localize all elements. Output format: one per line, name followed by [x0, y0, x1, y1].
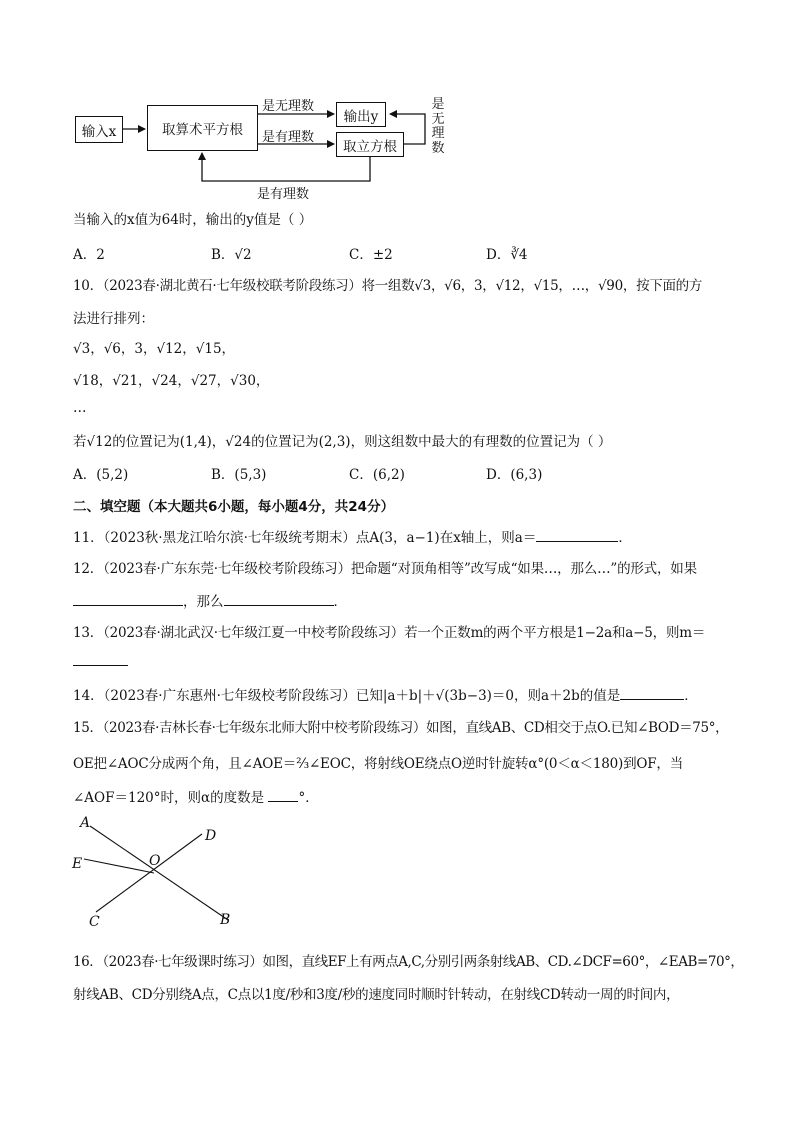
q12-if-blank[interactable]: [73, 592, 183, 606]
q16-line2: 射线AB、CD分别绕A点，C点以1度/秒和3度/秒的速度同时顺时针转动，在射线CD转动一周的时间内，: [73, 987, 680, 1003]
q10-row1: √3，√6，3，√12，√15，: [73, 341, 236, 357]
q9-option-a: A．2: [73, 247, 105, 263]
q12-then-blank[interactable]: [224, 592, 334, 606]
q13-line1: 13．（2023春·湖北武汉·七年级江夏一中校考阶段练习）若一个正数m的两个平方根是1−2a和a−5，则m＝: [73, 625, 706, 641]
q16-line1: 16．（2023春·七年级课时练习）如图，直线EF上有两点A,C,分别引两条射线AB、CD.∠DCF=60°，∠EAB=70°，: [73, 954, 744, 970]
q15-answer-blank[interactable]: [268, 788, 298, 802]
q15-line1: 15．（2023春·吉林长春·七年级东北师大附中校考阶段练习）如图，直线AB、CD相交于点O.已知∠BOD＝75°，: [73, 720, 729, 736]
flow-output-label: 输出y: [343, 108, 379, 125]
flow-rational-label: 是有理数: [262, 130, 315, 145]
flowchart-connectors: [0, 0, 794, 200]
flow-irrational-label: 是无理数: [262, 99, 315, 114]
q10-option-b: B．(5,3): [211, 467, 267, 483]
point-label-c: C: [89, 914, 100, 930]
q15-post: °．: [298, 790, 319, 806]
q10-option-c: C．(6,2): [349, 467, 405, 483]
q13-answer-blank[interactable]: [73, 652, 128, 666]
point-label-o: O: [149, 853, 161, 869]
q15-line2: OE把∠AOC分成两个角，且∠AOE＝⅔∠EOC，将射线OE绕点O逆时针旋转α°(0＜α＜180)到OF，当: [73, 756, 684, 772]
q10-line3: 若√12的位置记为(1,4)，√24的位置记为(2,3)，则这组数中最大的有理数的位置记为（ ）: [73, 434, 612, 450]
q10-line2: 法进行排列：: [73, 311, 154, 327]
q10-row2: √18，√21，√24，√27，√30，: [73, 373, 270, 389]
q12-post: ．: [333, 594, 347, 610]
flow-input-label: 输入x: [81, 123, 117, 140]
q9-text: 当输入的x值为64时，输出的y值是（ ）: [73, 212, 313, 228]
q15-figure: [70, 812, 250, 932]
point-label-d: D: [205, 828, 217, 844]
q9-option-b: B．√2: [211, 247, 252, 263]
flow-right-loop-char: 无: [431, 111, 445, 127]
flow-input-box: [75, 116, 123, 143]
point-label-a: A: [80, 815, 91, 831]
flow-process-box: [147, 105, 258, 151]
q10-line1: 10．（2023春·湖北黄石·七年级校联考阶段练习）将一组数√3，√6，3，√12，√15，…，√90，按下面的方: [73, 278, 703, 294]
q11-post: ．: [618, 530, 632, 546]
flow-loop-back-label: 是有理数: [257, 187, 310, 202]
q14-post: ．: [684, 688, 698, 704]
q11-line: [73, 526, 632, 546]
flow-output-box: [336, 102, 386, 127]
flow-right-loop-char: 理: [431, 126, 445, 141]
q13-line2: [73, 652, 128, 670]
q10-option-a: A．(5,2): [73, 467, 129, 483]
flow-right-loop-char: 是: [431, 97, 445, 112]
q10-row3: …: [73, 400, 87, 416]
flow-cube-root-box: [336, 132, 404, 157]
point-label-e: E: [72, 856, 83, 872]
q9-option-c: C．±2: [349, 247, 393, 263]
flow-process-label: 取算术平方根: [162, 122, 243, 138]
point-label-b: B: [220, 912, 231, 928]
flow-right-loop-char: 数: [431, 140, 445, 156]
q14-line: [73, 684, 698, 704]
q12-mid: ，那么: [183, 594, 224, 610]
q12-line1: 12．（2023春·广东东莞·七年级校考阶段练习）把命题“对顶角相等”改写成“如果…，那么…”的形式，如果: [73, 561, 697, 577]
q15-line3: [73, 786, 319, 806]
q9-option-d: D．∛4: [486, 247, 528, 263]
q14-text: 14．（2023春·广东惠州·七年级校考阶段练习）已知|a＋b|＋√(3b−3)＝0，则a＋2b的值是: [73, 688, 621, 704]
q10-option-d: D．(6,3): [486, 467, 543, 483]
q11-answer-blank[interactable]: [536, 528, 618, 542]
q11-text: 11．（2023秋·黑龙江哈尔滨·七年级统考期末）点A(3，a−1)在x轴上，则a＝: [73, 530, 537, 546]
section2-title: 二、填空题（本大题共6小题，每小题4分，共24分）: [73, 499, 395, 515]
flow-right-loop-label: [431, 98, 445, 156]
q14-answer-blank[interactable]: [620, 686, 684, 700]
flow-cube-root-label: 取立方根: [343, 138, 397, 155]
q12-line2: [73, 590, 347, 610]
q15-text: ∠AOF＝120°时，则α的度数是: [73, 790, 265, 806]
